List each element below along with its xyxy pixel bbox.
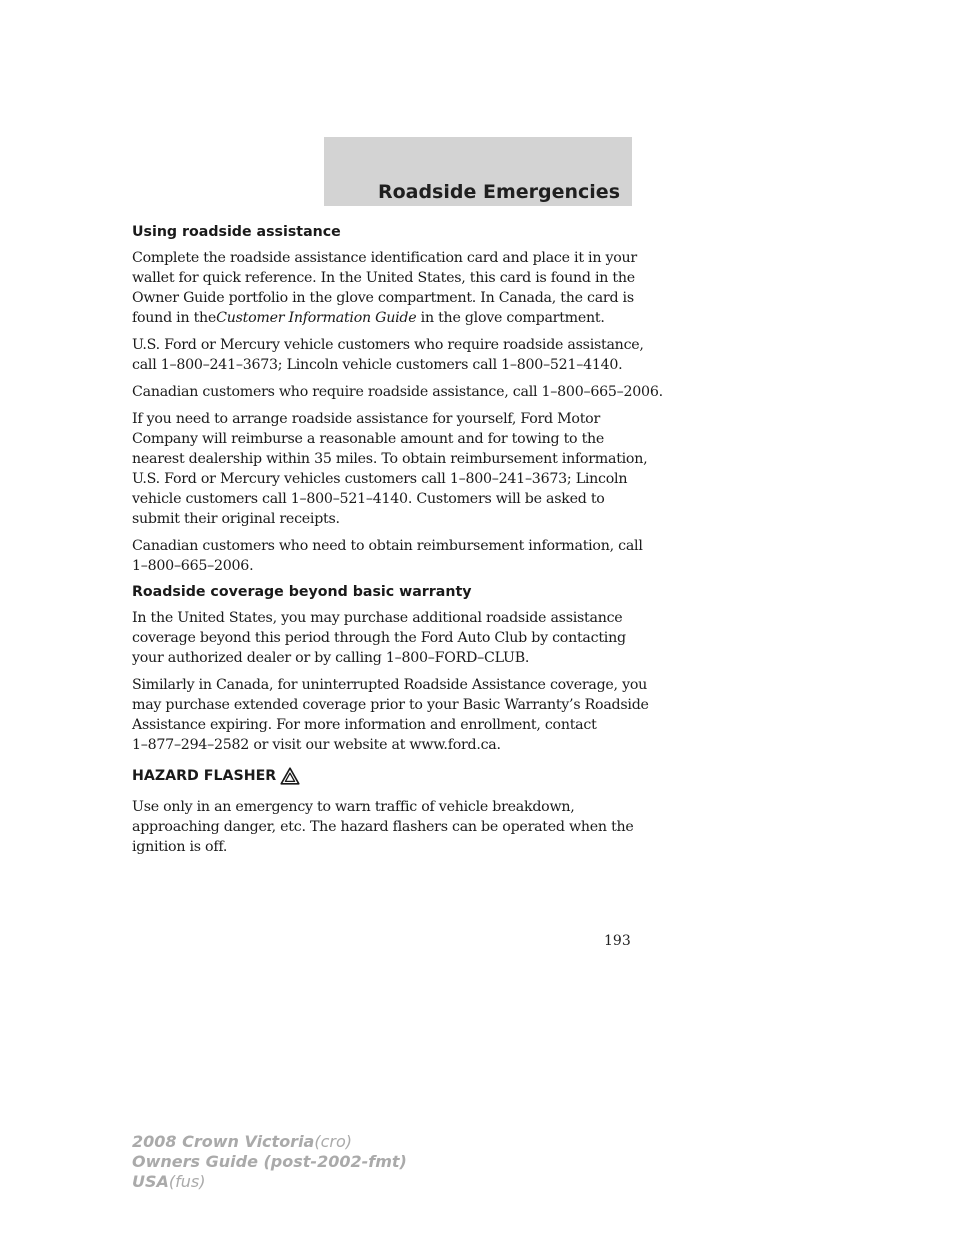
text-line: coverage beyond this period through the Ford Auto Club by contacting [132, 630, 626, 646]
section-header-band [324, 137, 632, 206]
footer-line-market [132, 1172, 407, 1192]
document-footer [132, 1132, 407, 1192]
footer-line-guide [132, 1152, 407, 1172]
hazard-warning-triangle-icon [280, 767, 300, 790]
text-line: In the United States, you may purchase additional roadside assistance [132, 610, 623, 626]
paragraph-reimbursement [132, 409, 648, 529]
text-line: 1–877–294–2582 or visit our website at www.ford.ca. [132, 737, 501, 753]
text-line: Similarly in Canada, for uninterrupted Roadside Assistance coverage, you [132, 677, 648, 693]
paragraph-us-additional-coverage [132, 608, 632, 668]
text-line: Owner Guide portfolio in the glove compartment. In Canada, the card is [132, 290, 634, 306]
text-line: If you need to arrange roadside assistance for yourself, Ford Motor [132, 411, 600, 427]
text-line [132, 310, 605, 326]
footer-model-name: 2008 Crown Victoria [132, 1132, 315, 1151]
text-line: nearest dealership within 35 miles. To obtain reimbursement information, [132, 451, 648, 467]
heading-hazard-flasher [132, 767, 632, 790]
hazard-flasher-heading-text: HAZARD FLASHER [132, 768, 277, 784]
text-line: U.S. Ford or Mercury vehicle customers who require roadside assistance, [132, 337, 644, 353]
paragraph-us-phone-numbers [132, 335, 644, 375]
text-line: Canadian customers who need to obtain reimbursement information, call [132, 538, 643, 554]
paragraph-identification-card [132, 248, 637, 328]
text-fragment: found in the [132, 310, 217, 326]
text-line: your authorized dealer or by calling 1–800–FORD–CLUB. [132, 650, 530, 666]
paragraph-hazard-flasher-usage [132, 797, 632, 857]
text-line: call 1–800–241–3673; Lincoln vehicle customers call 1–800–521–4140. [132, 357, 623, 373]
text-line: Complete the roadside assistance identification card and place it in your [132, 250, 637, 266]
page-number: 193 [604, 933, 631, 949]
heading-roadside-coverage: Roadside coverage beyond basic warranty [132, 584, 472, 600]
text-line: 1–800–665–2006. [132, 558, 254, 574]
section-title: Roadside Emergencies [377, 181, 620, 203]
text-fragment: in the glove compartment. [420, 310, 605, 326]
paragraph-canadian-phone-number [132, 382, 663, 402]
page-content [132, 223, 663, 864]
text-line: Assistance expiring. For more information and enrollment, contact [132, 717, 597, 733]
text-line: Use only in an emergency to warn traffic of vehicle breakdown, [132, 799, 575, 815]
footer-line-model [132, 1132, 407, 1152]
text-line: ignition is off. [132, 839, 228, 855]
heading-using-roadside-assistance: Using roadside assistance [132, 224, 341, 240]
text-line: wallet for quick reference. In the United States, this card is found in the [132, 270, 635, 286]
text-line: may purchase extended coverage prior to your Basic Warranty’s Roadside [132, 697, 649, 713]
text-line: Company will reimburse a reasonable amount and for towing to the [132, 431, 605, 447]
footer-model-code: (cro) [314, 1132, 353, 1151]
text-line: approaching danger, etc. The hazard flashers can be operated when the [132, 819, 634, 835]
text-line: U.S. Ford or Mercury vehicles customers call 1–800–241–3673; Lincoln [132, 471, 628, 487]
footer-market-name: USA [132, 1172, 169, 1191]
text-line: vehicle customers call 1–800–521–4140. Customers will be asked to [132, 491, 605, 507]
footer-guide-name: Owners Guide (post-2002-fmt) [132, 1152, 407, 1171]
footer-market-code: (fus) [168, 1172, 206, 1191]
customer-information-guide-title: Customer Information Guide [216, 310, 417, 326]
paragraph-canada-extended-coverage [132, 675, 649, 755]
paragraph-canadian-reimbursement [132, 536, 643, 576]
text-line: submit their original receipts. [132, 511, 340, 527]
text-line: Canadian customers who require roadside assistance, call 1–800–665–2006. [132, 384, 663, 400]
